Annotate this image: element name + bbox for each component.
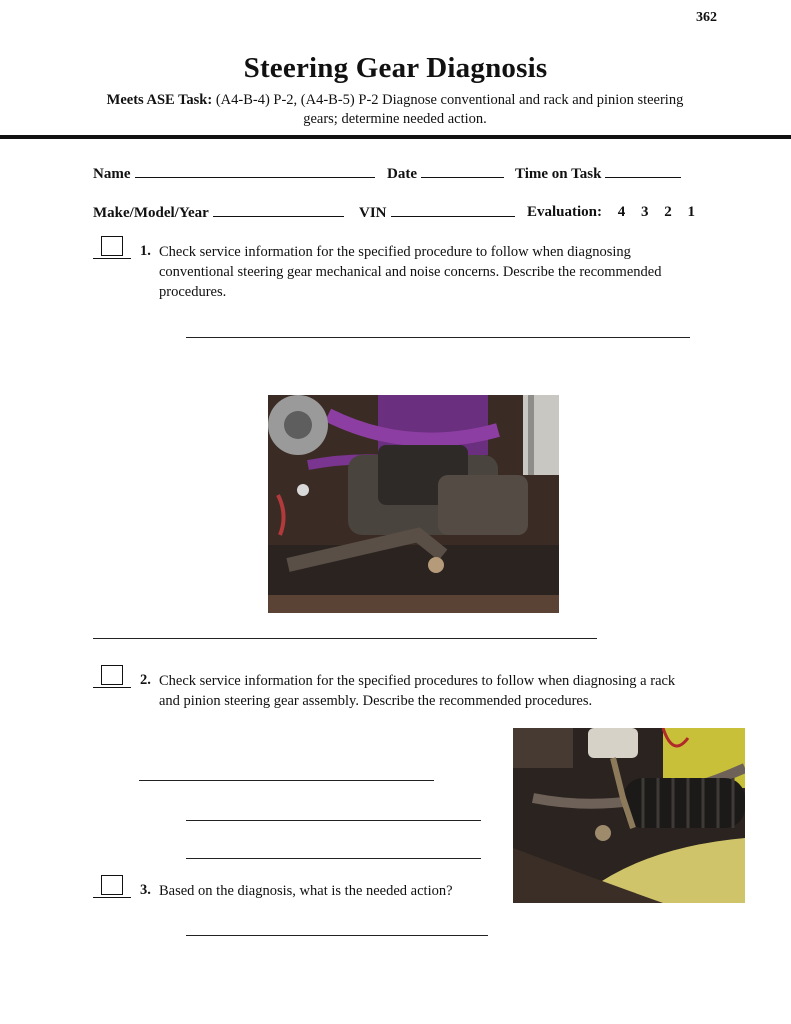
question-2-text: Check service information for the specified procedures to follow when diagnosing a rack and pinion steering gear assembly. Describe the recommended procedures. bbox=[159, 673, 676, 709]
evaluation-option-2[interactable]: 2 bbox=[664, 204, 672, 220]
evaluation-option-4[interactable]: 4 bbox=[617, 204, 626, 220]
question-3-number: 3. bbox=[140, 882, 151, 898]
question-1-check-line bbox=[93, 258, 131, 259]
date-blank[interactable] bbox=[421, 165, 504, 178]
rack-and-pinion-photo bbox=[513, 728, 745, 903]
question-2-answer-line-3[interactable] bbox=[186, 858, 481, 859]
question-2-answer-line-2[interactable] bbox=[186, 820, 481, 821]
name-blank[interactable] bbox=[135, 165, 375, 178]
time-blank[interactable] bbox=[605, 165, 681, 178]
evaluation-option-3[interactable]: 3 bbox=[641, 204, 649, 220]
make-model-year-field bbox=[93, 204, 344, 222]
page-title: Steering Gear Diagnosis bbox=[243, 52, 548, 84]
evaluation-option-1[interactable]: 1 bbox=[687, 204, 696, 220]
vin-field bbox=[359, 204, 515, 222]
header-divider bbox=[0, 135, 791, 139]
question-3-check-line bbox=[93, 897, 131, 898]
vin-label: VIN bbox=[359, 205, 387, 221]
evaluation-label: Evaluation: bbox=[527, 204, 603, 220]
question-2-checkbox[interactable] bbox=[101, 665, 123, 685]
vehicle-label: Make/Model/Year bbox=[93, 205, 209, 221]
question-2-answer-line-1[interactable] bbox=[139, 780, 434, 781]
vin-blank[interactable] bbox=[391, 204, 515, 217]
question-1-answer-line[interactable] bbox=[186, 337, 690, 338]
page-number: 362 bbox=[696, 10, 717, 25]
date-label: Date bbox=[387, 166, 417, 182]
steering-gear-photo bbox=[268, 395, 559, 613]
meets-text: (A4-B-4) P-2, (A4-B-5) P-2 Diagnose conventional and rack and pinion steering gears; determine needed action. bbox=[215, 92, 684, 127]
question-1-checkbox[interactable] bbox=[101, 236, 123, 256]
vehicle-blank[interactable] bbox=[213, 204, 344, 217]
question-1-number: 1. bbox=[140, 243, 151, 259]
question-3-text: Based on the diagnosis, what is the needed action? bbox=[159, 883, 453, 899]
question-3-checkbox[interactable] bbox=[101, 875, 123, 895]
ase-task-description bbox=[95, 91, 695, 129]
name-field bbox=[93, 165, 375, 183]
question-3-answer-line[interactable] bbox=[186, 935, 488, 936]
evaluation-field bbox=[527, 204, 695, 221]
name-label: Name bbox=[93, 166, 131, 182]
question-1-text: Check service information for the specified procedure to follow when diagnosing conventional steering gear mechanical and noise concerns. Describe the recommended procedures. bbox=[159, 244, 662, 300]
date-field bbox=[387, 165, 504, 183]
question-2-number: 2. bbox=[140, 672, 151, 688]
meets-label: Meets ASE Task: bbox=[106, 92, 213, 108]
photo-caption-line[interactable] bbox=[93, 638, 597, 639]
question-2-check-line bbox=[93, 687, 131, 688]
time-label: Time on Task bbox=[515, 166, 602, 182]
time-on-task-field bbox=[515, 165, 681, 183]
